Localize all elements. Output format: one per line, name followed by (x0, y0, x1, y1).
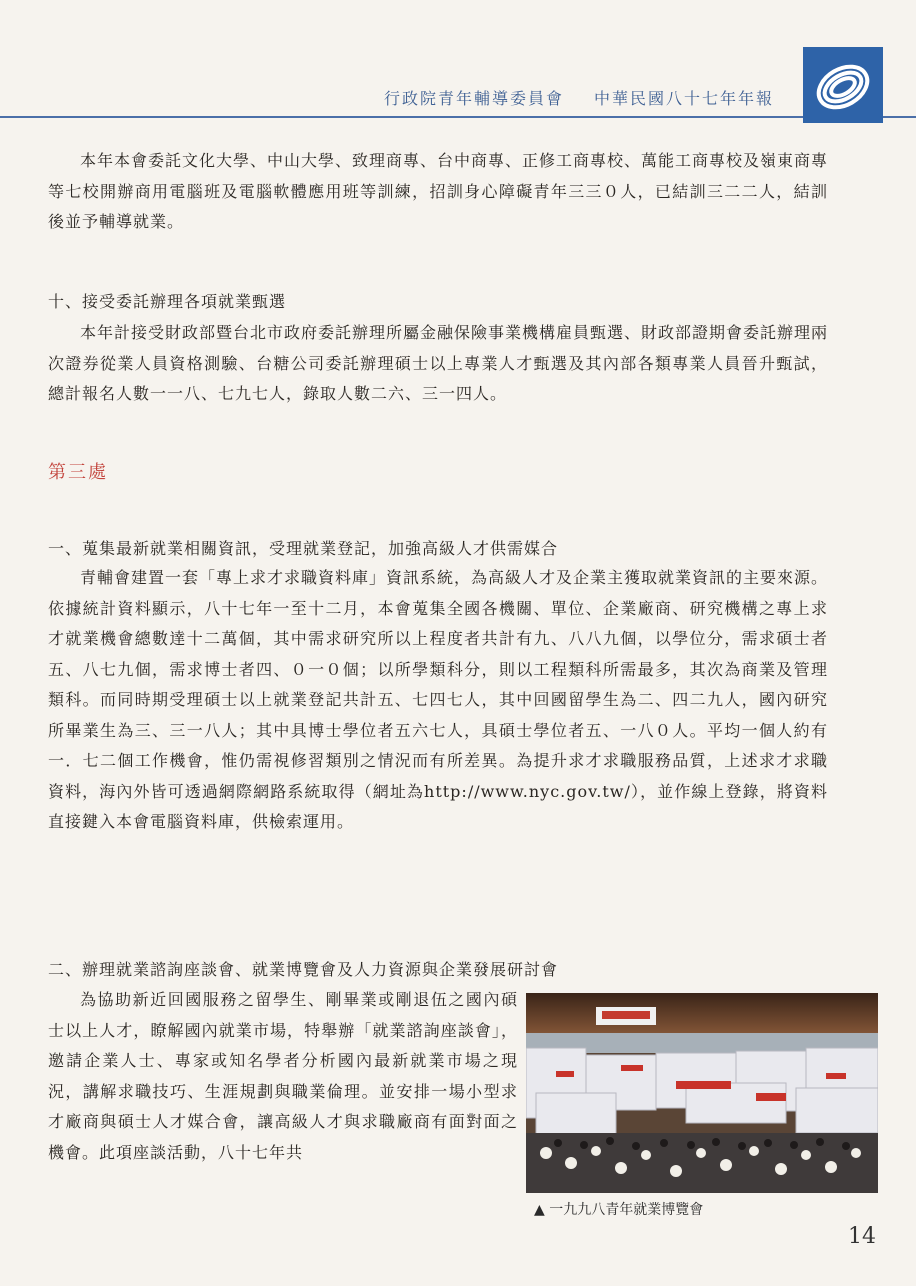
page-number: 14 (848, 1224, 876, 1249)
logo-rings-icon (803, 47, 883, 123)
intro-paragraph: 本年本會委託文化大學、中山大學、致理商專、台中商專、正修工商專校、萬能工商專校及嶺東商專等七校開辦商用電腦班及電腦軟體應用班等訓練，招訓身心障礙青年三三０人，已結訓三二二人，結訓後並予輔導就業。 (48, 151, 829, 231)
job-fair-image-icon (526, 993, 878, 1193)
section-title: 第三處 (48, 462, 108, 483)
header-rule (0, 116, 916, 118)
header-org: 行政院青年輔導委員會 (384, 89, 565, 108)
item1-paragraph: 青輔會建置一套「專上求才求職資料庫」資訊系統，為高級人才及企業主獲取就業資訊的主要來源。依據統計資料顯示，八十七年一至十二月，本會蒐集全國各機關、單位、企業廠商、研究機構之專上求才就業機會總數達十二萬個，其中需求研究所以上程度者共計有九、八八九個，以學位分，需求碩士者五、八七九個，需求博士者四、０一０個；以所學類科分，則以工程類科所需最多，其次為商業及管理類科。而同時期受理碩士以上就業登記共計五、七四七人，其中回國留學生為二、四二九人，國內研究所畢業生為三、三一八人；其中具博士學位者五六七人，具碩士學位者五、一八０人。平均一個人約有一．七二個工作機會，惟仍需視修習類別之情況而有所差異。為提升求才求職服務品質，上述求才求職資料，海內外皆可透過網際網路系統取得（網址為http://www.nyc.gov.tw/），並作線上登錄，將資料直接鍵入本會電腦資料庫，供檢索運用。 (48, 568, 829, 831)
item10-heading: 十、接受委託辦理各項就業甄選 (48, 292, 287, 311)
item2-paragraph: 為協助新近回國服務之留學生、剛畢業或剛退伍之國內碩士以上人才，瞭解國內就業市場，特舉辦「就業諮詢座談會」，邀請企業人士、專家或知名學者分析國內最新就業市場之現況，講解求職技巧、生涯規劃與職業倫理。並安排一場小型求才廠商與碩士人才媒合會，讓高級人才與求職廠商有面對面之機會。此項座談活動，八十七年共 (48, 990, 518, 1162)
job-fair-photo (526, 993, 878, 1193)
running-header (384, 86, 804, 114)
photo-caption: ▲ 一九九八青年就業博覽會 (534, 1202, 704, 1218)
item1-heading: 一、蒐集最新就業相關資訊，受理就業登記，加強高級人才供需媒合 (48, 539, 559, 558)
item10-paragraph: 本年計接受財政部暨台北市政府委託辦理所屬金融保險事業機構雇員甄選、財政部證期會委託辦理兩次證券從業人員資格測驗、台糖公司委託辦理碩士以上專業人才甄選及其內部各類專業人員晉升甄試，總計報名人數一一八、七九七人，錄取人數二六、三一四人。 (48, 323, 829, 403)
header-report: 中華民國八十七年年報 (594, 89, 775, 108)
agency-logo (803, 47, 883, 123)
item2-heading: 二、辦理就業諮詢座談會、就業博覽會及人力資源與企業發展研討會 (48, 960, 559, 979)
